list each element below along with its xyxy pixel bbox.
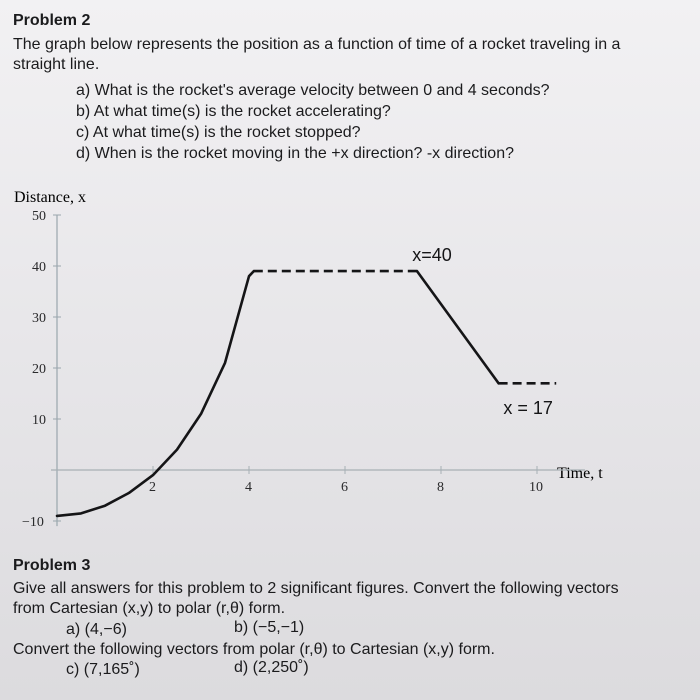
x-tick-label: 10 (529, 480, 543, 495)
y-tick-label: 20 (32, 362, 46, 377)
x-tick-label: 4 (245, 480, 252, 495)
y-tick-label: 40 (32, 260, 46, 275)
problem2-heading: Problem 2 (13, 12, 91, 29)
problem3-item-b: b) (−5,−1) (234, 619, 305, 636)
tick-labels (22, 209, 543, 530)
x-axis-label: Time, t (557, 465, 603, 482)
annotation-label-1: x=40 (412, 244, 452, 265)
question-a: a) What is the rocket's average velocity between 0 and 4 seconds? (76, 82, 550, 99)
problem3-item-c: c) (7,165˚) (66, 661, 140, 678)
annotations (412, 245, 553, 418)
problem2-intro-line1: The graph below represents the position as a function of time of a rocket traveling in a (13, 36, 621, 53)
problem3-line3: Convert the following vectors from polar (r,θ) to Cartesian (x,y) form. (13, 641, 495, 658)
question-c: c) At what time(s) is the rocket stopped? (76, 124, 361, 141)
question-d: d) When is the rocket moving in the +x direction? -x direction? (76, 145, 514, 162)
y-tick-label: 50 (32, 209, 46, 224)
problem2-intro-line2: straight line. (13, 56, 100, 73)
y-tick-label: 30 (32, 311, 46, 326)
problem3-item-d: d) (2,250˚) (234, 659, 309, 676)
axes (51, 215, 585, 526)
annotation-label-2: x = 17 (503, 397, 553, 418)
problem3-heading: Problem 3 (13, 557, 91, 574)
x-tick-label: 2 (149, 480, 156, 495)
problem3-line1: Give all answers for this problem to 2 significant figures. Convert the following vectors (13, 580, 619, 597)
position-time-graph (0, 180, 700, 550)
x-tick-label: 6 (341, 480, 348, 495)
problem3-line2: from Cartesian (x,y) to polar (r,θ) form. (13, 600, 286, 617)
x-tick-label: 8 (437, 480, 444, 495)
y-axis-label: Distance, x (14, 189, 86, 206)
y-tick-label: −10 (22, 515, 44, 530)
series-segment-3 (417, 271, 499, 383)
data-lines (57, 271, 556, 516)
y-tick-label: 10 (32, 413, 46, 428)
question-b: b) At what time(s) is the rocket accelerating? (76, 103, 391, 120)
problem3-item-a: a) (4,−6) (66, 621, 127, 638)
